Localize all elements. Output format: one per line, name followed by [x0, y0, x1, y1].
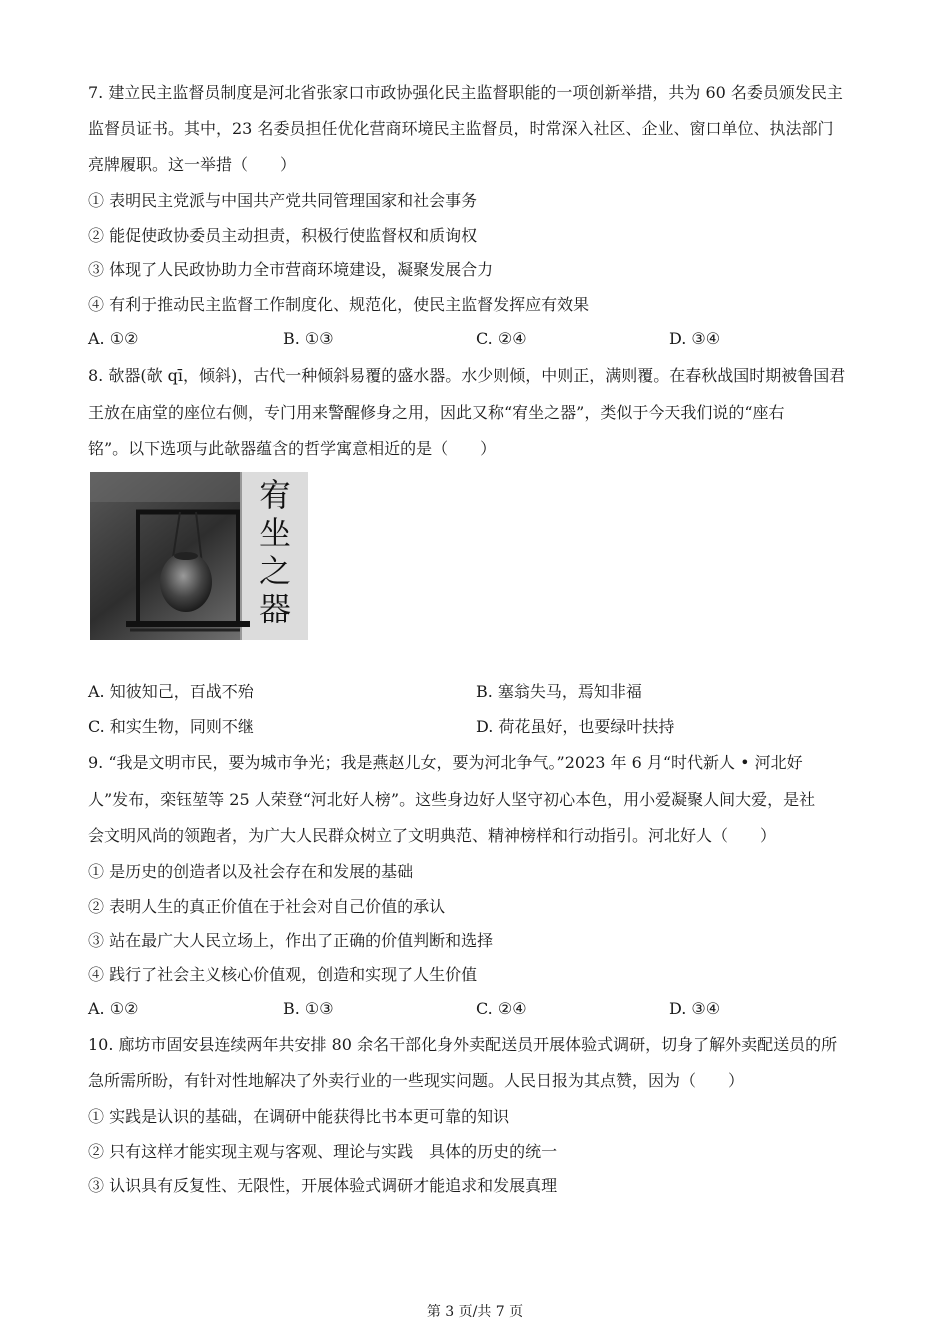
caption-char-1: 宥 [258, 476, 291, 514]
q7-option-a[interactable]: A. ①② [88, 329, 139, 348]
q10-statement-2: ② 只有这样才能实现主观与客观、理论与实践 具体的历史的统一 [88, 1142, 558, 1161]
photo-caption [244, 476, 306, 628]
q7-option-d[interactable]: D. ③④ [669, 329, 721, 348]
q9-option-b[interactable]: B. ①③ [283, 999, 334, 1018]
q10-statement-3: ③ 认识具有反复性、无限性，开展体验式调研才能追求和发展真理 [88, 1176, 558, 1195]
page-number: 第 3 页/共 7 页 [426, 1304, 524, 1320]
qiqi-vessel-photo [90, 472, 308, 640]
q8-option-c[interactable]: C. 和实生物，同则不继 [88, 717, 254, 736]
q7-option-b[interactable]: B. ①③ [283, 329, 334, 348]
q9-option-a[interactable]: A. ①② [88, 999, 139, 1018]
q10-stem-line-2: 急所需所盼，有针对性地解决了外卖行业的一些现实问题。人民日报为其点赞，因为（ ） [88, 1071, 745, 1090]
q7-statement-1: ① 表明民主党派与中国共产党共同管理国家和社会事务 [88, 191, 478, 210]
q7-stem-line-1: 7. 建立民主监督员制度是河北省张家口市政协强化民主监督职能的一项创新举措，共为 60 名委员颁发民主 [88, 83, 843, 102]
caption-char-3: 之 [258, 552, 291, 590]
q8-option-a[interactable]: A. 知彼知己，百战不殆 [88, 682, 254, 701]
q7-statement-2: ② 能促使政协委员主动担责，积极行使监督权和质询权 [88, 226, 478, 245]
caption-char-4: 器 [258, 590, 291, 628]
q7-option-c[interactable]: C. ②④ [476, 329, 527, 348]
q8-option-d[interactable]: D. 荷花虽好，也要绿叶扶持 [476, 717, 675, 736]
q10-stem-line-1: 10. 廊坊市固安县连续两年共安排 80 余名干部化身外卖配送员开展体验式调研，切身了解外卖配送员的所 [88, 1035, 838, 1054]
q10-statement-1: ① 实践是认识的基础，在调研中能获得比书本更可靠的知识 [88, 1107, 510, 1126]
q9-stem-line-1: 9. “我是文明市民，要为城市争光；我是燕赵儿女，要为河北争气。”2023 年 6 月“时代新人 • 河北好 [88, 753, 803, 772]
q8-stem-line-3: 铭”。以下选项与此欹器蕴含的哲学寓意相近的是（ ） [88, 439, 497, 458]
q9-statement-3: ③ 站在最广大人民立场上，作出了正确的价值判断和选择 [88, 931, 494, 950]
q7-stem-line-2: 监督员证书。其中，23 名委员担任优化营商环境民主监督员，时常深入社区、企业、窗口单位、执法部门 [88, 119, 834, 138]
q8-stem-line-2: 王放在庙堂的座位右侧，专门用来警醒修身之用，因此又称“宥坐之器”，类似于今天我们说的“座右 [88, 403, 785, 422]
q8-option-b[interactable]: B. 塞翁失马，焉知非福 [476, 682, 642, 701]
q7-statement-3: ③ 体现了人民政协助力全市营商环境建设，凝聚发展合力 [88, 260, 494, 279]
q7-statement-4: ④ 有利于推动民主监督工作制度化、规范化，使民主监督发挥应有效果 [88, 295, 590, 314]
q9-stem-line-2: 人”发布，栾钰堃等 25 人荣登“河北好人榜”。这些身边好人坚守初心本色，用小爱凝聚人间大爱，是社 [88, 790, 816, 809]
q8-stem-line-1: 8. 欹器(欹 qī，倾斜)，古代一种倾斜易覆的盛水器。水少则倾，中则正，满则覆。在春秋战国时期被鲁国君 [88, 366, 846, 385]
q7-stem-line-3: 亮牌履职。这一举措（ ） [88, 155, 297, 174]
q9-statement-4: ④ 践行了社会主义核心价值观，创造和实现了人生价值 [88, 965, 478, 984]
q9-statement-2: ② 表明人生的真正价值在于社会对自己价值的承认 [88, 897, 446, 916]
q9-stem-line-3: 会文明风尚的领跑者，为广大人民群众树立了文明典范、精神榜样和行动指引。河北好人（ ） [88, 826, 777, 845]
q9-statement-1: ① 是历史的创造者以及社会存在和发展的基础 [88, 862, 414, 881]
q9-option-d[interactable]: D. ③④ [669, 999, 721, 1018]
caption-char-2: 坐 [258, 514, 291, 552]
q9-option-c[interactable]: C. ②④ [476, 999, 527, 1018]
